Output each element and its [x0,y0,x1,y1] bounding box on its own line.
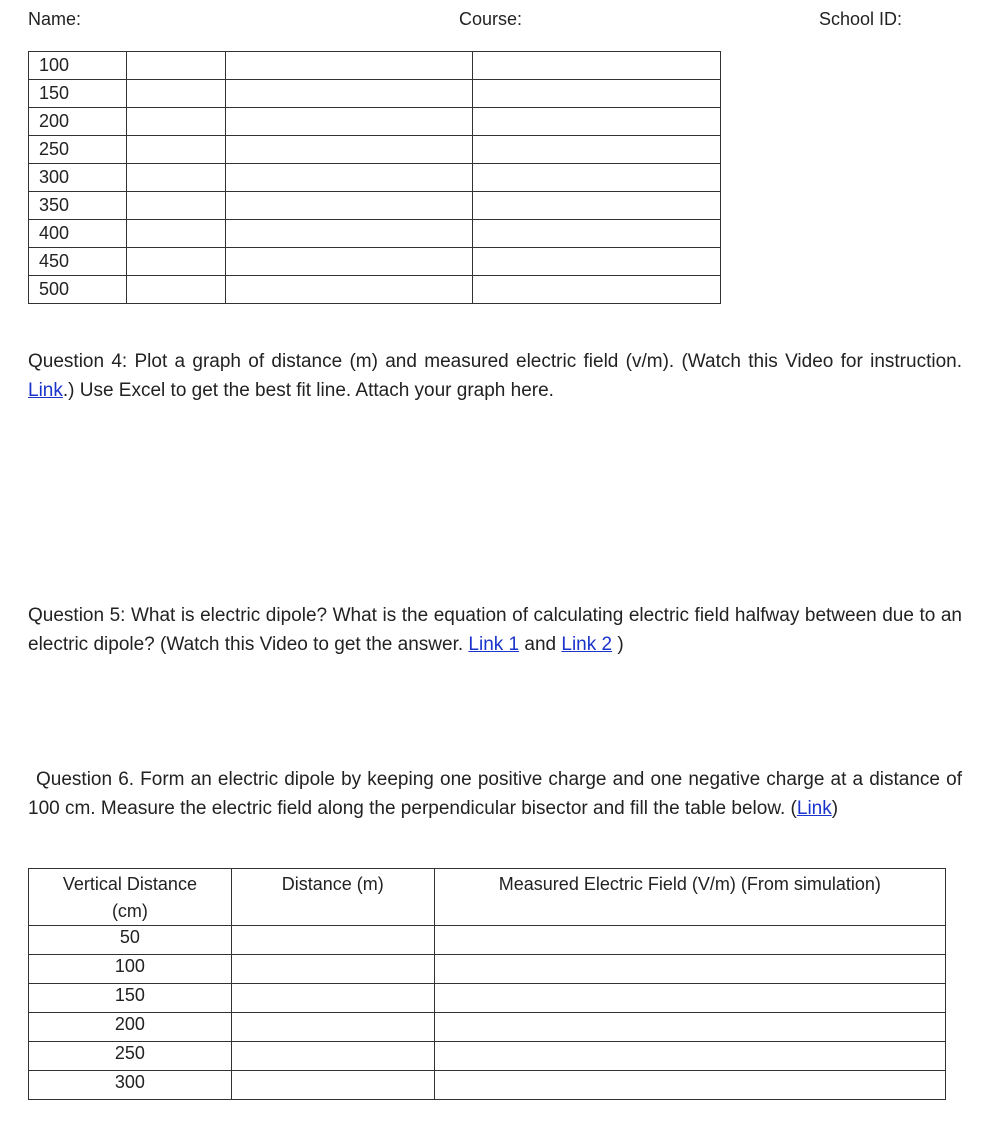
vertical-distance-cell: 300 [29,1071,232,1100]
table-header-row [29,869,946,926]
empty-answer-cell[interactable] [126,276,225,304]
empty-answer-cell[interactable] [473,192,721,220]
empty-answer-cell[interactable] [231,926,434,955]
table-row [29,220,721,248]
empty-answer-cell[interactable] [225,192,473,220]
table-row [29,984,946,1013]
table-row [29,248,721,276]
question-5-link-2[interactable]: Link 2 [561,634,613,655]
header-distance-m: Distance (m) [231,869,434,926]
distance-cell: 250 [29,136,127,164]
question-5-link-1[interactable]: Link 1 [468,634,520,655]
empty-answer-cell[interactable] [225,164,473,192]
dipole-measurement-table [28,868,946,1100]
empty-answer-cell[interactable] [225,220,473,248]
empty-answer-cell[interactable] [434,1013,945,1042]
vertical-distance-cell: 50 [29,926,232,955]
empty-answer-cell[interactable] [126,220,225,248]
empty-answer-cell[interactable] [231,955,434,984]
table-row [29,164,721,192]
empty-answer-cell[interactable] [225,52,473,80]
school-id-label: School ID: [819,9,903,29]
table-row [29,1071,946,1100]
header-vertical-distance: Vertical Distance (cm) [29,869,232,926]
empty-answer-cell[interactable] [473,108,721,136]
empty-answer-cell[interactable] [473,164,721,192]
distance-table-1 [28,51,721,304]
empty-answer-cell[interactable] [126,136,225,164]
table-row [29,108,721,136]
empty-answer-cell[interactable] [126,248,225,276]
distance-cell: 100 [29,52,127,80]
empty-answer-cell[interactable] [225,136,473,164]
question-6-link[interactable]: Link [796,798,832,819]
distance-cell: 300 [29,164,127,192]
empty-answer-cell[interactable] [225,276,473,304]
empty-answer-cell[interactable] [225,80,473,108]
distance-cell: 350 [29,192,127,220]
empty-answer-cell[interactable] [473,276,721,304]
empty-answer-cell[interactable] [473,80,721,108]
empty-answer-cell[interactable] [434,984,945,1013]
empty-answer-cell[interactable] [231,1071,434,1100]
question-6: Question 6. Form an electric dipole by keeping one positive charge and one negative charge at a distance of 100 cm. Measure the electric field along the perpendicular bisector and fill the table below. (Link) [28,769,962,819]
header-measured-electric-field: Measured Electric Field (V/m) (From simulation) [434,869,945,926]
table-row [29,1013,946,1042]
empty-answer-cell[interactable] [231,1013,434,1042]
table-row [29,1042,946,1071]
empty-answer-cell[interactable] [231,984,434,1013]
vertical-distance-cell: 100 [29,955,232,984]
distance-cell: 500 [29,276,127,304]
empty-answer-cell[interactable] [231,1042,434,1071]
empty-answer-cell[interactable] [434,955,945,984]
question-5: Question 5: What is electric dipole? What is the equation of calculating electric field halfway between due to an electric dipole? (Watch this Video to get the answer. Link 1 and Link 2 ) [28,605,962,655]
table-row [29,80,721,108]
empty-answer-cell[interactable] [434,1071,945,1100]
empty-answer-cell[interactable] [434,926,945,955]
course-label: Course: [459,9,523,29]
distance-cell: 150 [29,80,127,108]
name-label: Name: [28,9,82,29]
empty-answer-cell[interactable] [473,52,721,80]
table-row [29,136,721,164]
question-4-link[interactable]: Link [28,380,63,401]
table-row [29,52,721,80]
distance-cell: 400 [29,220,127,248]
empty-answer-cell[interactable] [225,108,473,136]
empty-answer-cell[interactable] [126,80,225,108]
vertical-distance-cell: 200 [29,1013,232,1042]
table-row [29,955,946,984]
empty-answer-cell[interactable] [126,192,225,220]
table-row [29,926,946,955]
empty-answer-cell[interactable] [126,164,225,192]
table-row [29,276,721,304]
empty-answer-cell[interactable] [126,52,225,80]
empty-answer-cell[interactable] [473,248,721,276]
table-row [29,192,721,220]
vertical-distance-cell: 150 [29,984,232,1013]
vertical-distance-cell: 250 [29,1042,232,1071]
empty-answer-cell[interactable] [473,220,721,248]
empty-answer-cell[interactable] [473,136,721,164]
distance-cell: 450 [29,248,127,276]
question-4: Question 4: Plot a graph of distance (m) and measured electric field (v/m). (Watch this Video for instruction. Link.) Use Excel to get the best fit line. Attach your graph here. [28,351,962,401]
empty-answer-cell[interactable] [126,108,225,136]
empty-answer-cell[interactable] [225,248,473,276]
distance-cell: 200 [29,108,127,136]
empty-answer-cell[interactable] [434,1042,945,1071]
